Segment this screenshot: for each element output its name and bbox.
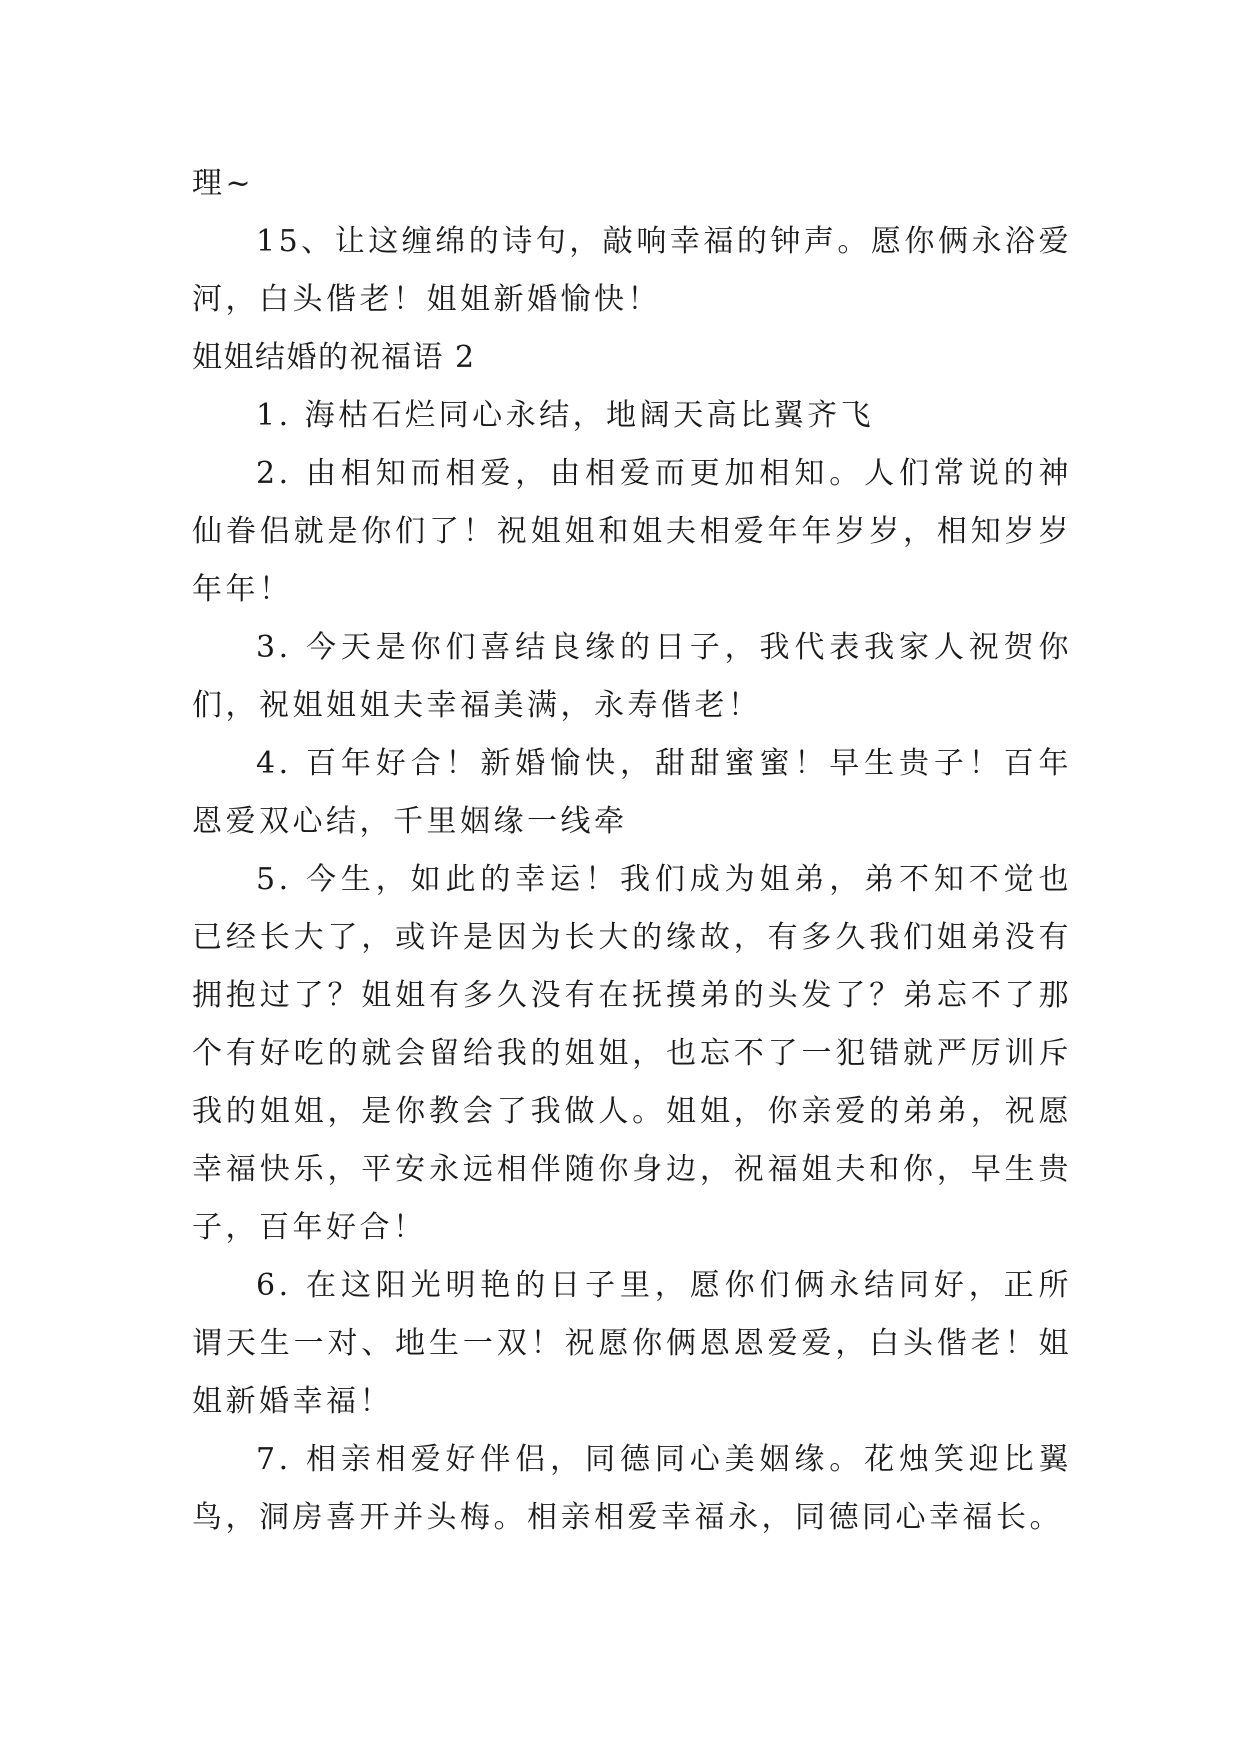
blessing-item-4: 4. 百年好合！新婚愉快，甜甜蜜蜜！早生贵子！百年恩爱双心结，千里姻缘一线牵 — [192, 746, 1072, 839]
blessing-item-7: 7. 相亲相爱好伴侣，同德同心美姻缘。花烛笑迎比翼鸟，洞房喜开并头梅。相亲相爱幸福永，同德同心幸福长。 — [192, 1442, 1072, 1535]
paragraph-continuation: 理~ — [192, 166, 255, 201]
blessing-item-3: 3. 今天是你们喜结良缘的日子，我代表我家人祝贺你们，祝姐姐姐夫幸福美满，永寿偕老！ — [192, 630, 1072, 723]
blessing-item-1: 1. 海枯石烂同心永结，地阔天高比翼齐飞 — [256, 398, 875, 433]
blessing-item-2: 2. 由相知而相爱，由相爱而更加相知。人们常说的神仙眷侣就是你们了！祝姐姐和姐夫相爱年年岁岁，相知岁岁年年！ — [192, 456, 1072, 607]
blessing-item-5: 5. 今生，如此的幸运！我们成为姐弟，弟不知不觉也已经长大了，或许是因为长大的缘故，有多久我们姐弟没有拥抱过了？姐姐有多久没有在抚摸弟的头发了？弟忘不了那个有好吃的就会留给我的姐姐，也忘不了一犯错就严厉训斥我的姐姐，是你教会了我做人。姐姐，你亲爱的弟弟，祝愿幸福快乐，平安永远相伴随你身边，祝福姐夫和你，早生贵子，百年好合！ — [192, 862, 1072, 1245]
blessing-item-15: 15、让这缠绵的诗句，敲响幸福的钟声。愿你俩永浴爱河，白头偕老！姐姐新婚愉快！ — [192, 224, 1072, 317]
blessing-item-6: 6. 在这阳光明艳的日子里，愿你们俩永结同好，正所谓天生一对、地生一双！祝愿你俩恩恩爱爱，白头偕老！姐姐新婚幸福！ — [192, 1268, 1072, 1419]
section-heading: 姐姐结婚的祝福语 2 — [192, 340, 476, 375]
document-body — [192, 155, 1072, 1547]
